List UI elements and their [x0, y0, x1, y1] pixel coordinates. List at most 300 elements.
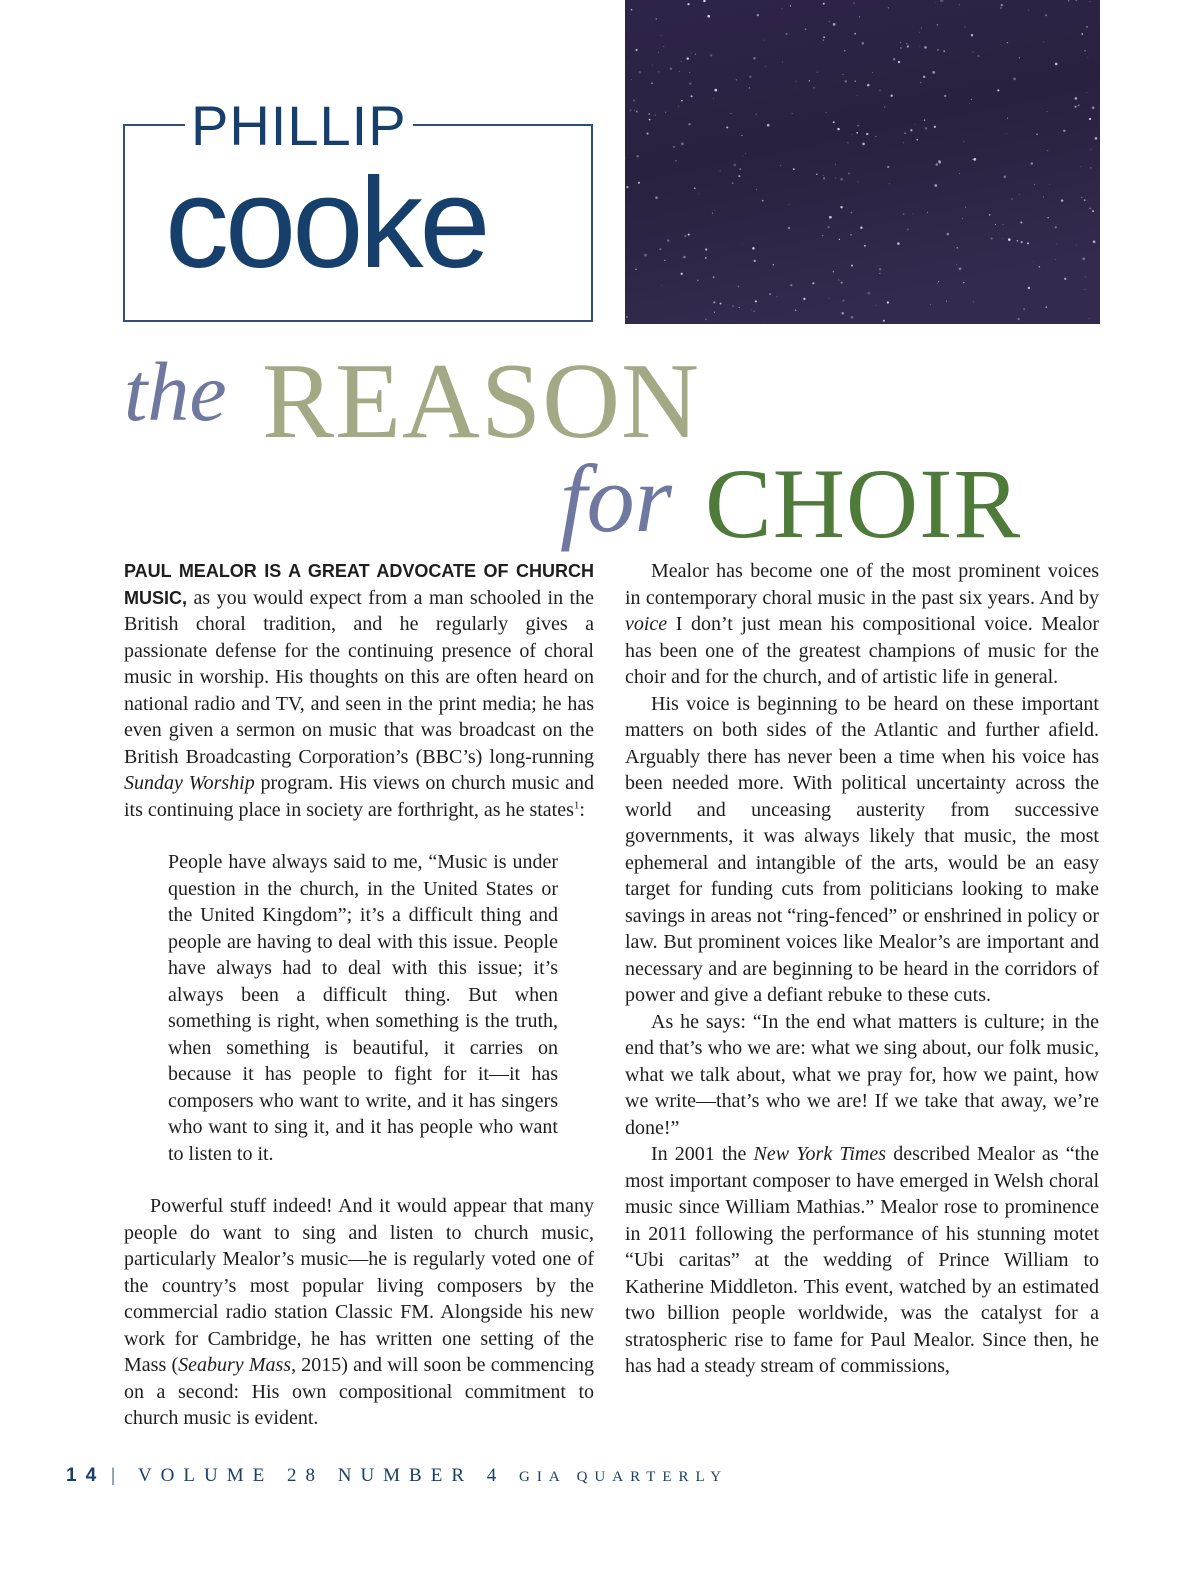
star-dot [851, 316, 854, 319]
star-dot [833, 271, 835, 273]
lead-in-caps: PAUL MEALOR IS A GREAT ADVOCATE OF CHURCH MUSIC, [124, 561, 594, 608]
star-dot [793, 168, 795, 170]
star-dot [837, 128, 839, 130]
star-dot [862, 143, 865, 146]
star-dot [965, 207, 966, 208]
star-dot [1007, 118, 1008, 119]
star-dot [649, 113, 650, 114]
star-dot [971, 34, 973, 36]
star-dot [816, 174, 817, 175]
star-dot [924, 46, 927, 49]
star-dot [647, 133, 649, 135]
article-paragraph: As he says: “In the end what matters is culture; in the end that’s who we are: what we sing about, our folk music, what we talk about, what we pray for, how we paint, how we write—that’s who we are! If we take that away, we’re done!” [625, 1010, 1099, 1139]
star-dot [749, 87, 750, 88]
page-footer [66, 1462, 728, 1491]
star-dot [936, 163, 939, 166]
star-dot [965, 27, 966, 28]
star-dot [688, 123, 690, 125]
star-dot [688, 234, 690, 236]
star-dot [678, 106, 679, 107]
star-dot [796, 81, 797, 82]
star-dot [904, 132, 905, 133]
star-dot [850, 234, 851, 235]
star-dot [780, 165, 781, 166]
star-dot [809, 80, 810, 81]
volume-label: VOLUME 28 NUMBER 4 [137, 1465, 506, 1486]
star-dot [689, 83, 691, 85]
star-dot [636, 111, 638, 113]
star-dot [814, 92, 815, 93]
star-dot [848, 172, 850, 174]
star-dot [719, 170, 720, 171]
paragraph-text: I don’t just mean his compositional voice. Mealor has been one of the greatest champions of music for the choir and for the church, and of artistic life in general. [625, 613, 1099, 688]
star-dot [1055, 226, 1057, 228]
star-dot [859, 16, 860, 17]
star-dot [756, 189, 757, 190]
star-dot [1095, 137, 1098, 140]
star-dot [1075, 97, 1078, 100]
star-dot [713, 276, 715, 278]
star-dot [742, 244, 743, 245]
star-dot [776, 296, 777, 297]
star-dot [681, 143, 684, 146]
star-dot [714, 312, 715, 313]
star-dot [875, 305, 876, 306]
star-dot [840, 178, 843, 181]
star-dot [934, 126, 936, 128]
star-dot [756, 114, 757, 115]
star-dot [1091, 149, 1092, 150]
star-dot [670, 68, 672, 70]
star-dot [841, 312, 844, 315]
star-dot [739, 307, 740, 308]
star-dot [920, 82, 922, 84]
star-dot [673, 146, 675, 148]
star-dot [864, 245, 866, 247]
star-dot [733, 164, 736, 167]
star-dot [854, 3, 855, 4]
star-dot [884, 107, 885, 108]
star-dot [919, 32, 920, 33]
star-dot [705, 248, 707, 250]
star-dot [705, 257, 707, 259]
star-dot [938, 281, 939, 282]
star-dot [635, 269, 636, 270]
star-dot [1081, 33, 1083, 35]
star-dot [631, 9, 633, 11]
title-word-for: for [560, 445, 673, 552]
star-dot [1092, 210, 1094, 212]
star-dot [1003, 224, 1004, 225]
paragraph-text: program. His views on church music and its continuing place in society are forthright, as he states [124, 772, 594, 821]
star-dot [661, 285, 662, 286]
star-dot [893, 58, 895, 60]
star-dot [887, 301, 889, 303]
star-dot [833, 23, 836, 26]
magazine-name: GIA QUARTERLY [519, 1469, 729, 1485]
star-dot [812, 282, 814, 284]
star-dot [1043, 196, 1044, 197]
star-dot [757, 14, 759, 16]
star-dot [788, 227, 790, 229]
star-dot [1086, 92, 1087, 93]
star-dot [687, 3, 689, 5]
star-dot [997, 89, 999, 91]
star-dot [714, 210, 715, 211]
star-dot [1008, 238, 1011, 241]
star-dot [956, 247, 958, 249]
star-dot [1020, 222, 1022, 224]
star-dot [705, 12, 706, 13]
star-dot [914, 124, 915, 125]
star-dot [1028, 10, 1029, 11]
star-dot [1046, 306, 1047, 307]
star-dot [1089, 208, 1091, 210]
star-dot [823, 177, 825, 179]
star-dot [628, 62, 629, 63]
article-paragraph-intro [124, 558, 594, 823]
star-dot [867, 84, 870, 87]
star-dot [898, 61, 900, 63]
star-dot [765, 323, 766, 324]
star-dot [963, 141, 964, 142]
star-dot [919, 46, 920, 47]
star-dot [978, 55, 980, 57]
star-dot [879, 90, 880, 91]
star-dot [956, 264, 957, 265]
star-dot [720, 303, 722, 305]
star-dot [822, 175, 823, 176]
star-dot [661, 35, 662, 36]
star-dot [1076, 0, 1077, 1]
star-dot [745, 153, 746, 154]
star-dot [934, 184, 937, 187]
star-dot [713, 98, 714, 99]
star-dot [741, 135, 742, 136]
star-dot [944, 95, 946, 97]
star-dot [687, 57, 689, 59]
star-dot [633, 99, 635, 101]
star-dot [857, 125, 858, 126]
star-dot [1039, 266, 1040, 267]
author-last-name: cooke [165, 152, 487, 295]
star-dot [782, 62, 783, 63]
star-dot [658, 71, 659, 72]
paragraph-text: as you would expect from a man schooled in the British choral tradition, and he regularly gives a passionate defense for the continuing presence of choral music in worship. His thoughts on this are often heard on national radio and TV, and seen in the print media; he has even given a sermon on music that was broadcast on the British Broadcasting Corporation’s (BBC’s) long-running [124, 586, 594, 768]
star-dot [691, 52, 692, 53]
star-dot [636, 49, 638, 51]
star-dot [1033, 261, 1034, 262]
star-dot [712, 213, 713, 214]
star-dot [972, 159, 973, 160]
star-dot [1027, 242, 1029, 244]
star-dot [769, 293, 771, 295]
star-dot [634, 110, 635, 111]
star-dot [732, 305, 733, 306]
star-dot [1089, 118, 1091, 120]
star-dot [851, 212, 853, 214]
star-dot [857, 181, 858, 182]
star-dot [969, 103, 970, 104]
star-dot [887, 166, 889, 168]
star-dot [959, 4, 960, 5]
star-dot [1013, 78, 1016, 81]
star-dot [906, 43, 907, 44]
star-dot [1017, 318, 1019, 320]
star-dot [851, 265, 853, 267]
star-dot [773, 264, 775, 266]
program-title: Sunday Worship [124, 772, 255, 794]
star-dot [907, 45, 909, 47]
star-dot [803, 298, 805, 300]
star-dot [742, 156, 743, 157]
star-dot [1084, 50, 1086, 52]
star-dot [730, 113, 731, 114]
star-dot [675, 160, 677, 162]
star-dot [822, 235, 824, 237]
star-dot [963, 282, 964, 283]
star-dot [829, 21, 830, 22]
star-dot [940, 0, 942, 2]
star-dot [1019, 194, 1020, 195]
star-dot [689, 72, 691, 74]
star-dot [840, 206, 842, 208]
star-dot [782, 9, 783, 10]
star-dot [1087, 57, 1088, 58]
star-dot [939, 162, 941, 164]
star-dot [1028, 287, 1030, 289]
star-dot [1084, 289, 1085, 290]
star-dot [947, 233, 950, 236]
star-dot [868, 292, 871, 295]
star-dot [888, 7, 889, 8]
star-dot [732, 182, 734, 184]
star-dot [995, 224, 996, 225]
star-dot [910, 129, 912, 131]
star-dot [847, 142, 848, 143]
star-dot [833, 121, 835, 123]
star-dot [656, 18, 657, 19]
star-dot [1064, 278, 1066, 280]
page-number: 14 [66, 1465, 106, 1486]
star-dot [644, 254, 647, 257]
star-dot [655, 196, 658, 199]
star-dot [1023, 308, 1024, 309]
star-dot [1034, 184, 1035, 185]
star-dot [1086, 26, 1088, 28]
star-dot [841, 282, 843, 284]
star-dot [658, 52, 659, 53]
star-dot [1090, 1, 1091, 2]
star-dot [681, 100, 683, 102]
star-dot [659, 248, 661, 250]
star-dot [1045, 14, 1047, 16]
star-dot [826, 112, 827, 113]
star-dot [1019, 57, 1020, 58]
star-dot [1081, 197, 1082, 198]
star-dot [792, 113, 793, 114]
star-dot [844, 50, 846, 52]
star-dot [845, 80, 847, 82]
star-dot [891, 95, 893, 97]
article-paragraph: His voice is beginning to be heard on these important matters on both sides of the Atlantic and further afield. Arguably there has never been a time when his voice has been needed more. With political uncertainty across the world and unceasing austerity from successive governments, it was always likely that music, the most ephemeral and intangible of the arts, would be an easy target for funding cuts from politicians looking to make savings in areas not “ring-fenced” or enshrined in policy or law. But prominent voices like Mealor’s are important and necessary and are beginning to be heard in the corridors of power and give a defiant rebuke to these cuts. [625, 692, 1099, 1006]
star-dot [959, 173, 960, 174]
star-dot [1047, 150, 1048, 151]
star-dot [1092, 106, 1095, 109]
star-dot [765, 66, 766, 67]
star-dot [1063, 130, 1065, 132]
star-dot [713, 301, 715, 303]
star-dot [828, 226, 830, 228]
star-dot [860, 227, 862, 229]
star-dot [942, 0, 943, 1]
star-dot [973, 158, 976, 161]
star-dot [1004, 176, 1007, 179]
star-dot [1036, 133, 1037, 134]
star-dot [1093, 240, 1096, 243]
block-quote: People have always said to me, “Music is under question in the church, in the United States or the United Kingdom”; it’s a difficult thing and people are having to deal with this issue. People have always had to deal with this issue; it’s always been a difficult thing. But when something is right, when something is the truth, when something is beautiful, it carries on because it has people to fight for it—it has composers who want to write, and it has singers who want to sing it, and it has people who want to listen to it. [168, 851, 558, 1165]
star-dot [862, 42, 865, 45]
star-dot [1055, 63, 1058, 66]
article-paragraph [124, 1193, 594, 1432]
star-dot [973, 51, 974, 52]
star-dot [638, 182, 640, 184]
star-dot [751, 310, 752, 311]
star-dot [900, 42, 901, 43]
star-dot [649, 119, 651, 121]
star-dot [665, 112, 666, 113]
star-dot [924, 119, 925, 120]
star-dot [790, 5, 791, 6]
star-dot [681, 273, 683, 275]
star-dot [823, 40, 824, 41]
star-dot [683, 256, 686, 259]
star-dot [738, 175, 740, 177]
author-first-name: PHILLIP [185, 96, 413, 156]
star-dot [937, 283, 938, 284]
star-dot [629, 109, 631, 111]
star-dot [936, 2, 937, 3]
star-dot [691, 95, 693, 97]
star-dot [842, 74, 843, 75]
star-dot [1076, 245, 1077, 246]
night-sky-image [625, 0, 1100, 324]
star-dot [925, 127, 927, 129]
star-dot [813, 87, 815, 89]
paragraph-text: In 2001 the [651, 1143, 754, 1165]
star-dot [795, 309, 796, 310]
star-dot [1011, 198, 1013, 200]
star-dot [1021, 241, 1023, 243]
star-dot [1000, 44, 1001, 45]
star-dot [752, 247, 754, 249]
star-dot [679, 71, 680, 72]
star-dot [1080, 166, 1081, 167]
star-dot [1055, 259, 1056, 260]
star-dot [875, 136, 876, 137]
star-dot [921, 27, 922, 28]
title-word-the: the [124, 346, 227, 439]
star-dot [854, 33, 856, 35]
star-dot [1089, 318, 1090, 319]
article-paragraph [625, 558, 1099, 691]
paragraph-text: : [579, 798, 585, 821]
star-dot [973, 302, 974, 303]
emphasis-word: voice [625, 613, 668, 635]
star-dot [707, 15, 710, 18]
star-dot [1082, 257, 1085, 260]
paragraph-text: described Mealor as “the most important composer to have emerged in Welsh choral music since William Mathias.” Mealor rose to prominence in 2011 following the performance of his stunning motet “Ubi caritas” at the wedding of Prince William to Katherine Middleton. This event, watched by an estimated two billion people worldwide, was the catalyst for a stratospheric rise to fame for Paul Mealor. Since then, he has had a steady stream of commissions, [625, 1143, 1100, 1377]
star-dot [823, 3, 825, 5]
star-dot [705, 319, 707, 321]
star-dot [916, 139, 918, 141]
star-dot [664, 260, 665, 261]
star-dot [829, 216, 832, 219]
star-dot [637, 155, 639, 157]
star-dot [879, 273, 880, 274]
star-dot [903, 213, 905, 215]
star-dot [710, 54, 712, 56]
star-dot [749, 76, 751, 78]
star-dot [971, 99, 972, 100]
star-dot [698, 193, 699, 194]
star-dot [923, 76, 925, 78]
star-dot [739, 168, 741, 170]
star-dot [684, 235, 686, 237]
star-dot [714, 89, 717, 92]
star-dot [838, 279, 840, 281]
star-dot [754, 260, 756, 262]
star-dot [790, 284, 792, 286]
star-dot [655, 115, 656, 116]
star-dot [937, 49, 939, 51]
star-dot [900, 47, 902, 49]
paragraph-text: , 2015) and will soon be commencing on a second: His own compositional commitment to church music is evident. [124, 1354, 594, 1429]
star-dot [835, 164, 836, 165]
star-dot [1006, 133, 1007, 134]
star-dot [989, 214, 991, 216]
star-dot [753, 310, 755, 312]
star-dot [855, 80, 856, 81]
star-dot [959, 267, 962, 270]
star-dot [930, 304, 931, 305]
star-dot [1043, 41, 1044, 42]
title-word-reason: REASON [262, 342, 701, 461]
star-dot [626, 186, 628, 188]
star-dot [1056, 244, 1057, 245]
star-dot [842, 300, 844, 302]
star-dot [857, 95, 858, 96]
paragraph-text: Mealor has become one of the most prominent voices in contemporary choral music in the past six years. And by [625, 560, 1099, 609]
star-dot [695, 54, 696, 55]
star-dot [755, 300, 757, 302]
star-dot [1001, 4, 1003, 6]
star-dot [1068, 0, 1070, 2]
star-dot [631, 79, 632, 80]
star-dot [1046, 111, 1047, 112]
star-dot [1084, 199, 1086, 201]
star-dot [852, 134, 853, 135]
star-dot [839, 239, 840, 240]
star-dot [651, 82, 653, 84]
star-dot [856, 132, 858, 134]
star-dot [866, 133, 868, 135]
footnote-marker: 1 [573, 798, 580, 811]
star-dot [927, 212, 928, 213]
star-dot [785, 33, 787, 35]
article-column-right [625, 558, 1099, 1380]
star-dot [764, 40, 765, 41]
